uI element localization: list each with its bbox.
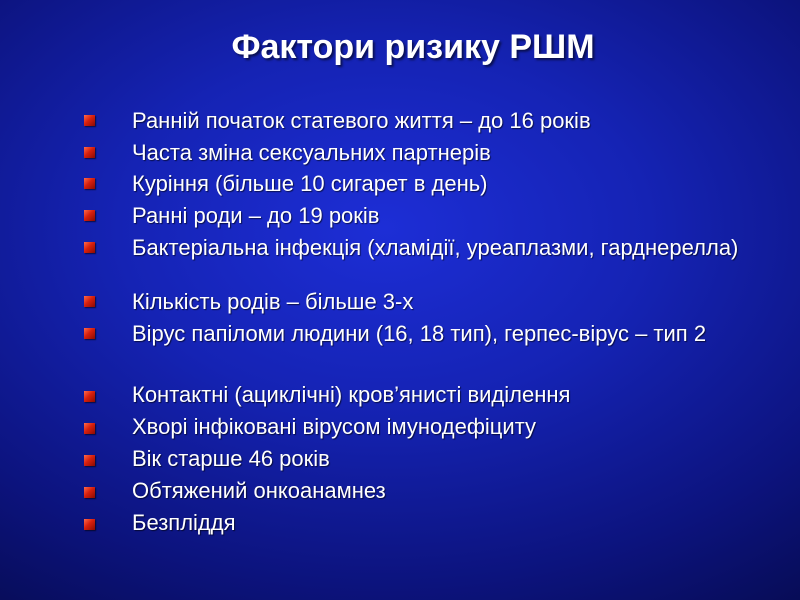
bullet-square-icon — [84, 115, 95, 126]
bullet-text: Обтяжений онкоанамнез — [132, 478, 386, 503]
bullet-square-icon — [84, 455, 95, 466]
bullet-text: Вік старше 46 років — [132, 446, 330, 471]
bullet-text: Кількість родів – більше 3-х — [132, 289, 414, 314]
bullet-square-icon — [84, 519, 95, 530]
bullet-square-icon — [84, 328, 95, 339]
bullet-square-icon — [84, 487, 95, 498]
bullet-square-icon — [84, 210, 95, 221]
bullet-square-icon — [84, 242, 95, 253]
bullet-text: Хворі інфіковані вірусом імунодефіциту — [132, 414, 537, 439]
bullet-square-icon — [84, 296, 95, 307]
bullet-text: Бактеріальна інфекція (хламідії, уреаплазми, гарднерелла) — [132, 235, 739, 260]
bullet-text: Вірус папіломи людини (16, 18 тип), герпес-вірус – тип 2 — [132, 321, 707, 346]
bullet-square-icon — [84, 391, 95, 402]
bullet-text: Часта зміна сексуальних партнерів — [132, 140, 491, 165]
bullet-text: Безпліддя — [132, 510, 236, 535]
slide-title: Фактори ризику РШМ — [231, 28, 595, 66]
bullet-square-icon — [84, 147, 95, 158]
bullet-text: Куріння (більше 10 сигарет в день) — [132, 171, 488, 196]
bullet-square-icon — [84, 178, 95, 189]
bullet-text: Ранні роди – до 19 років — [132, 203, 380, 228]
bullet-text: Ранній початок статевого життя – до 16 років — [132, 108, 591, 133]
bullet-square-icon — [84, 423, 95, 434]
bullet-text: Контактні (ациклічні) кров’янисті виділення — [132, 382, 571, 407]
